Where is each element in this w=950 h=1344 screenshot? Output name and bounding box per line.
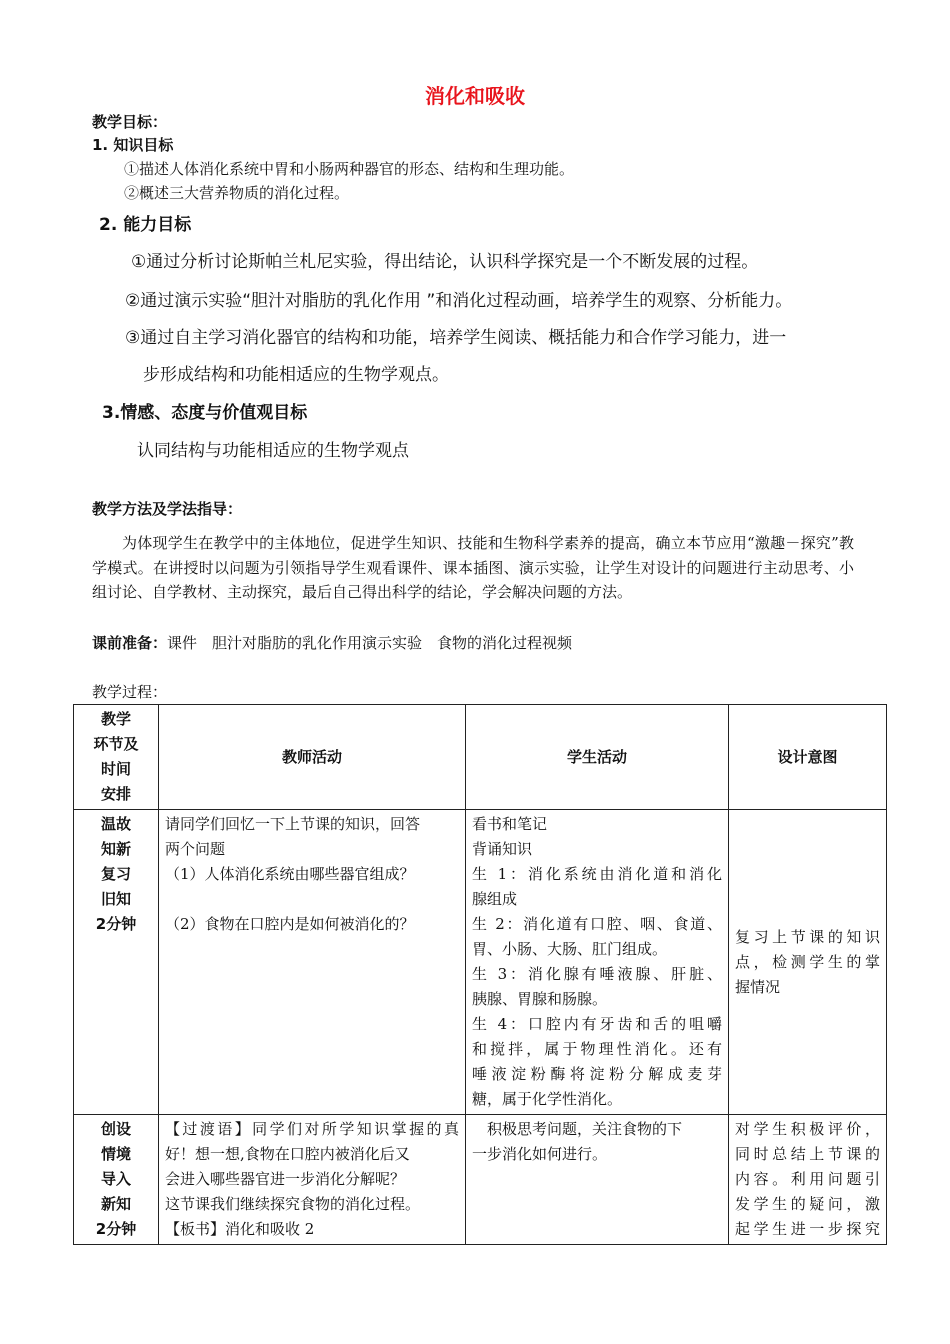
document-title: 消化和吸收: [425, 84, 525, 108]
ability-item: 步形成结构和功能相适应的生物学观点。: [143, 365, 449, 385]
methods-paragraph: 为体现学生在教学中的主体地位，促进学生知识、技能和生物科学素养的提高，确立本节应用“激趣－探究”教学模式。在讲授时以问题为引领指导学生观看课件、课本插图、演示实验，让学生对设计的问题进行主动思考、小组讨论、自学教材、主动探究，最后自己得出科学的结论，学会解决问题的方法。: [92, 534, 854, 601]
table-header-row: [74, 705, 887, 810]
table-row: [74, 810, 887, 1115]
methods-heading: 教学方法及学法指导：: [92, 500, 243, 518]
design-intent-cell: 对学生积极评价， 同时总结上节课的 内容。利用问题引 发学生的疑问，激 起学生进一步探究: [729, 1115, 887, 1245]
prep-text: 课件 胆汁对脂肪的乳化作用演示实验 食物的消化过程视频: [167, 634, 573, 652]
student-activity-cell: 看书和笔记 背诵知识 生 1：消化系统由消化道和消化 腺组成 生 2：消化道有口腔、咽、食道、 胃、小肠、大肠、肛门组成。 生 3：消化腺有唾液腺、肝脏、 胰腺、胃腺和肠腺。 生 4：口腔内有牙齿和舌的咀嚼 和搅拌，属于物理性消化。还有 唾液淀粉酶将淀粉分解成麦芽 糖，属于化学性消化。: [466, 810, 729, 1115]
knowledge-item: ②概述三大营养物质的消化过程。: [124, 184, 350, 202]
ability-heading: 2. 能力目标: [99, 215, 192, 235]
process-table: [73, 704, 887, 1245]
stage-cell: 温故 知新 复习 旧知 2分钟: [74, 810, 159, 1115]
header-student: 学生活动: [466, 705, 729, 810]
process-label: 教学过程：: [92, 683, 168, 701]
header-stage: 教学 环节及 时间 安排: [74, 705, 159, 810]
attitude-item: 认同结构与功能相适应的生物学观点: [137, 441, 409, 461]
stage-cell: 创设 情境 导入 新知 2分钟: [74, 1115, 159, 1245]
table-row: [74, 1115, 887, 1245]
ability-item: ①通过分析讨论斯帕兰札尼实验，得出结论，认识科学探究是一个不断发展的过程。: [131, 252, 759, 272]
header-intent: 设计意图: [729, 705, 887, 810]
ability-item: ②通过演示实验“胆汁对脂肪的乳化作用 ”和消化过程动画，培养学生的观察、分析能力。: [125, 291, 793, 311]
student-activity-cell: 积极思考问题，关注食物的下 一步消化如何进行。: [466, 1115, 729, 1245]
teacher-activity-cell: 请同学们回忆一下上节课的知识，回答 两个问题 （1）人体消化系统由哪些器官组成？ （2）食物在口腔内是如何被消化的？: [159, 810, 466, 1115]
prep-line: [92, 632, 572, 653]
objectives-heading: 教学目标：: [92, 113, 168, 131]
attitude-heading: 3.情感、态度与价值观目标: [102, 403, 308, 423]
teacher-activity-cell: 【过渡语】同学们对所学知识掌握的真 好！想一想,食物在口腔内被消化后又 会进入哪些器官进一步消化分解呢？ 这节课我们继续探究食物的消化过程。 【板书】消化和吸收 2: [159, 1115, 466, 1245]
knowledge-item: ①描述人体消化系统中胃和小肠两种器官的形态、结构和生理功能。: [124, 160, 575, 178]
prep-label: 课前准备：: [92, 634, 168, 652]
header-teacher: 教师活动: [159, 705, 466, 810]
knowledge-heading: 1. 知识目标: [92, 136, 174, 154]
ability-item: ③通过自主学习消化器官的结构和功能，培养学生阅读、概括能力和合作学习能力，进一: [125, 328, 787, 348]
design-intent-cell: 复习上节课的知识 点，检测学生的掌 握情况: [729, 810, 887, 1115]
